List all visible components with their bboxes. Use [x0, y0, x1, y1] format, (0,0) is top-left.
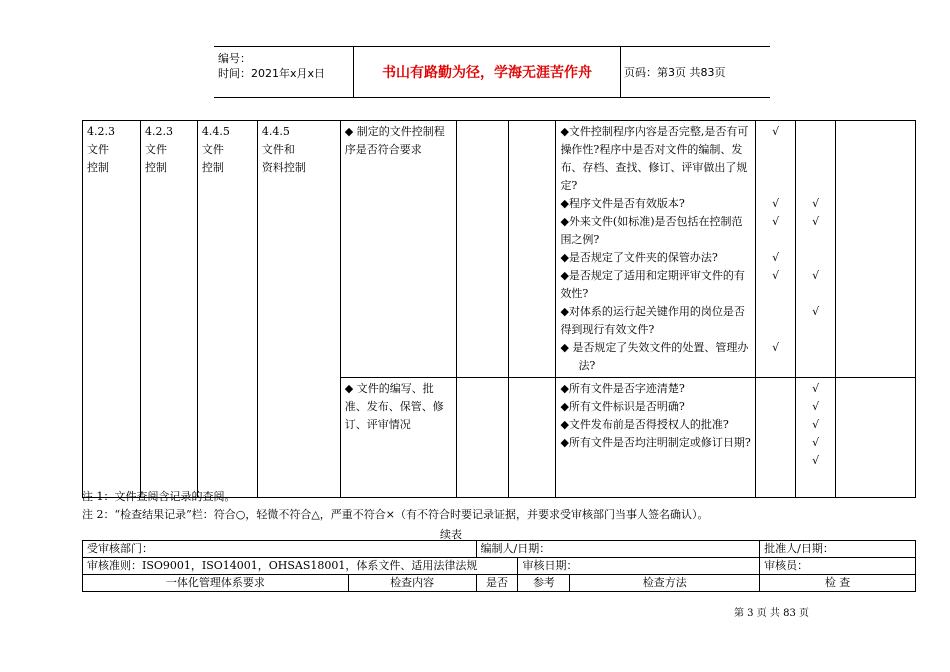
ref-cell-2: [508, 378, 556, 498]
editor-cell: 编制人/日期：: [476, 541, 760, 558]
page-header: [214, 46, 770, 98]
motto: 书山有路勤为径，学海无涯苦作舟: [354, 47, 621, 97]
dept-cell: 受审核部门：: [83, 541, 477, 558]
time-label: 时间：2021年x月x日: [218, 67, 326, 80]
col-header-req: 一体化管理体系要求: [83, 575, 349, 592]
clause-name: 文件: [144, 143, 167, 156]
table-row: [83, 541, 916, 558]
check-content-1: ◆ 制定的文件控制程序是否符合要求: [340, 121, 456, 378]
auditor-cell: 审核员：: [760, 558, 916, 575]
clause-number: 4.2.3: [144, 125, 173, 138]
check-mark: √: [812, 418, 820, 431]
check-mark: √: [772, 269, 780, 282]
clause-name: 控制: [87, 161, 109, 174]
check-mark: √: [812, 269, 820, 282]
method-item: ◆文件发布前是否得授权人的批准?: [560, 418, 729, 431]
check-mark: √: [772, 125, 780, 138]
continued-label: 续表: [440, 528, 462, 541]
req-col-2: [140, 121, 197, 498]
req-col-4: [257, 121, 340, 498]
audit-date-cell: 审核日期：: [518, 558, 760, 575]
table-row: [83, 575, 916, 592]
check-mark: √: [772, 197, 780, 210]
result-col-3: [836, 121, 916, 378]
check-content-2: ◆ 文件的编写、批准、发布、保管、修订、评审情况: [340, 378, 456, 498]
clause-name: 文件和: [261, 143, 295, 156]
check-mark: √: [812, 382, 820, 395]
table-row: [83, 121, 916, 378]
check-mark: √: [772, 341, 780, 354]
method-item: ◆所有文件是否字迹清楚?: [560, 382, 685, 395]
clause-name: 资料控制: [261, 161, 306, 174]
method-item: ◆所有文件标识是否明确?: [560, 400, 685, 413]
col-header-ref: 参考: [518, 575, 570, 592]
check-mark: √: [812, 436, 820, 449]
result-col-1: [756, 378, 796, 498]
clause-name: 文件: [87, 143, 109, 156]
clause-number: 4.2.3: [87, 125, 115, 138]
audit-table: [82, 120, 916, 498]
yesno-cell-2: [456, 378, 508, 498]
check-method-1: [556, 121, 756, 378]
col-header-check: 检 查: [760, 575, 916, 592]
approver-cell: 批准人/日期：: [760, 541, 916, 558]
page-code: 页码：第3页 共83页: [624, 66, 726, 79]
check-mark: √: [812, 215, 820, 228]
method-item: ◆文件控制程序内容是否完整,是否有可操作性?程序中是否对文件的编制、发布、存档、查找、修订、评审做出了规定?: [560, 125, 749, 192]
check-mark: √: [772, 215, 780, 228]
check-mark: √: [812, 305, 820, 318]
col-header-method: 检查方法: [570, 575, 760, 592]
result-col-1: [756, 121, 796, 378]
ref-cell-1: [508, 121, 556, 378]
check-mark: √: [812, 400, 820, 413]
result-col-2: [796, 378, 836, 498]
clause-name: 文件: [201, 143, 224, 156]
check-mark: √: [772, 251, 780, 264]
method-item: ◆外来文件(如标准)是否包括在控制范围之例?: [560, 215, 743, 246]
yesno-cell-1: [456, 121, 508, 378]
req-col-3: [197, 121, 257, 498]
method-item: ◆程序文件是否有效版本?: [560, 197, 685, 210]
clause-number: 4.4.5: [201, 125, 230, 138]
method-item: ◆所有文件是否均注明制定或修订日期?: [560, 436, 751, 449]
result-col-2: [796, 121, 836, 378]
check-mark: √: [812, 197, 820, 210]
table-row: [83, 558, 916, 575]
method-item: ◆是否规定了文件夹的保管办法?: [560, 251, 718, 264]
header-info: [214, 47, 354, 97]
criteria-cell: 审核准则：ISO9001，ISO14001，OHSAS18001，体系文件、适用法律法规: [83, 558, 518, 575]
page-footer: 第 3 页 共 83 页: [734, 608, 809, 619]
code-label: 编号：: [218, 52, 251, 65]
clause-name: 控制: [144, 161, 167, 174]
col-header-content: 检查内容: [348, 575, 476, 592]
method-item: ◆ 是否规定了失效文件的处置、管理办法?: [560, 341, 749, 372]
check-method-2: [556, 378, 756, 498]
clause-number: 4.4.5: [261, 125, 290, 138]
method-item: ◆对体系的运行起关键作用的岗位是否得到现行有效文件?: [560, 305, 745, 336]
note-2: 注 2：“检查结果记录”栏：符合○，轻微不符合△，严重不符合×（有不符合时要记录证据，并要求受审核部门当事人签名确认）。: [82, 508, 709, 521]
clause-name: 控制: [201, 161, 224, 174]
note-1: 注 1：文件查阅含记录的查阅。: [82, 490, 236, 503]
result-col-3: [836, 378, 916, 498]
check-mark: √: [812, 454, 820, 467]
method-item: ◆是否规定了适用和定期评审文件的有效性?: [560, 269, 745, 300]
req-col-1: [83, 121, 141, 498]
continued-table: [82, 540, 916, 592]
col-header-yesno: 是否: [476, 575, 518, 592]
